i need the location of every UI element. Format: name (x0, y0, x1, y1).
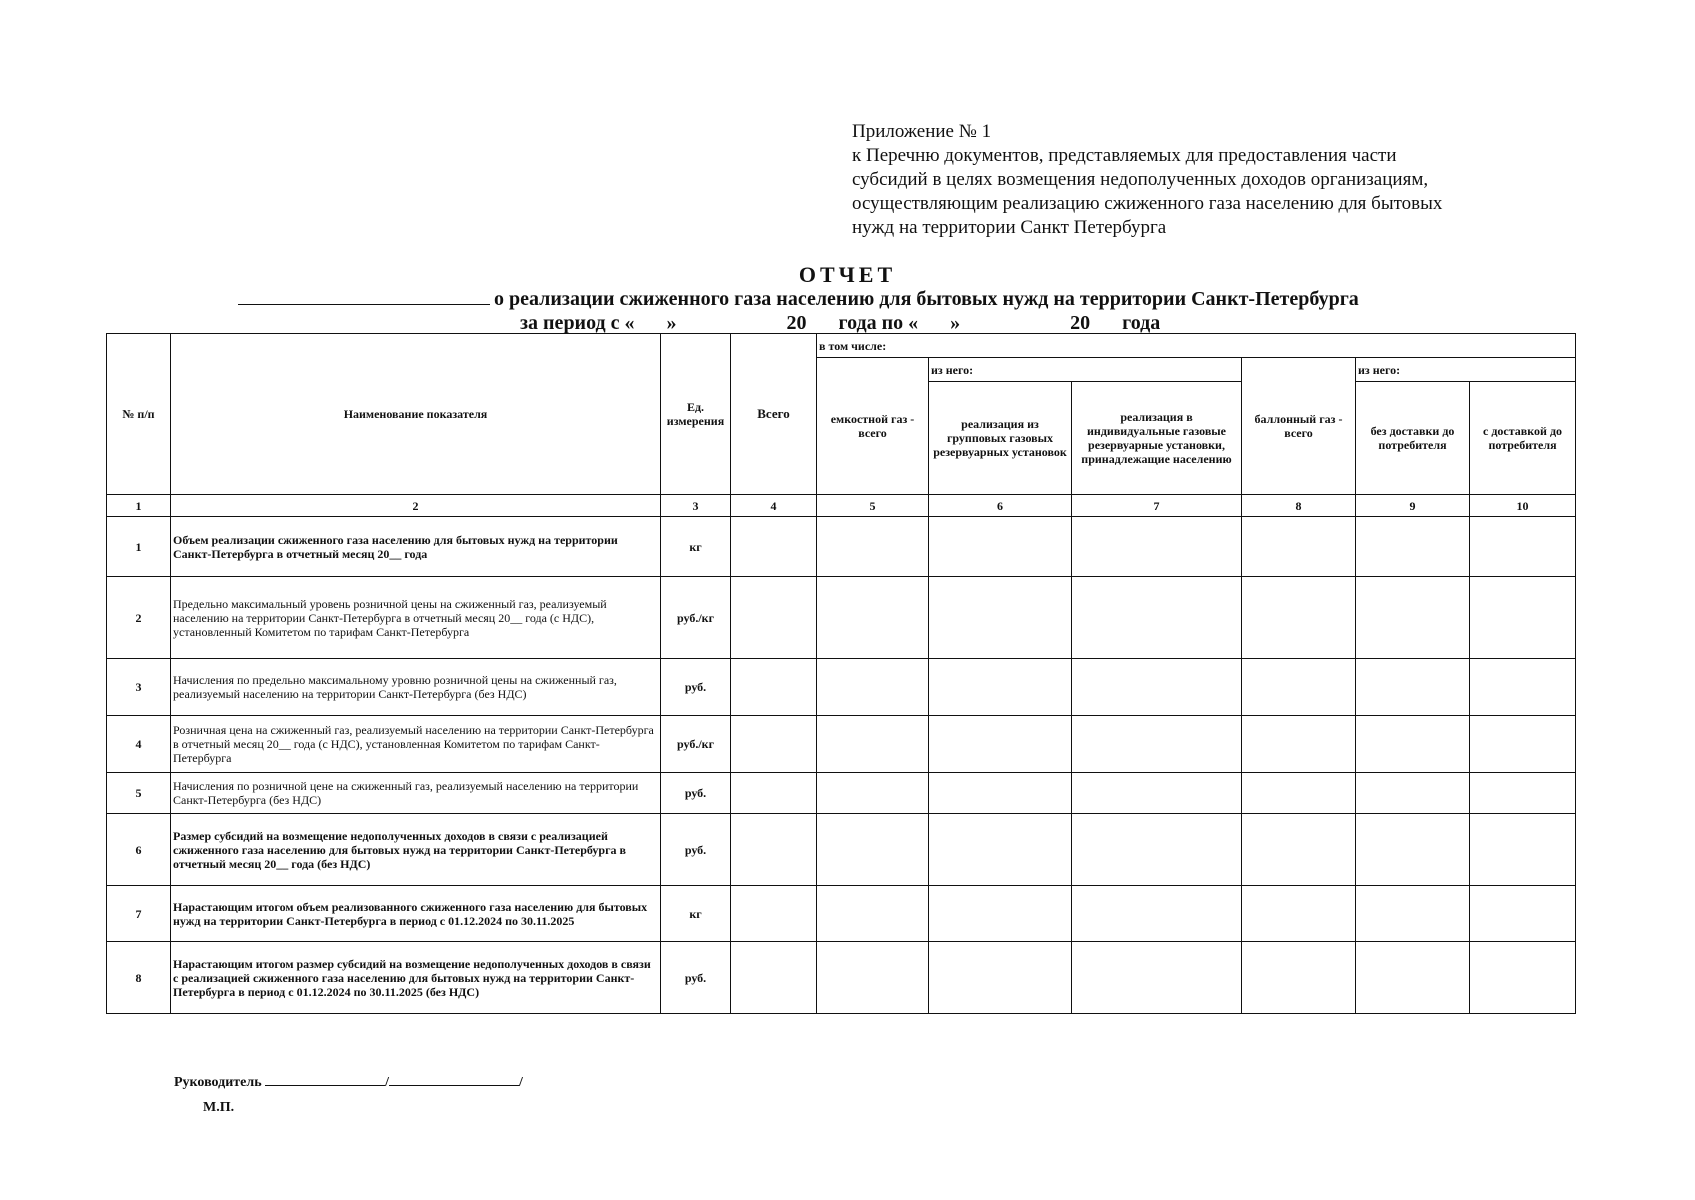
value-cell-col-4[interactable] (731, 773, 817, 814)
signature-separator: / (519, 1075, 523, 1090)
value-cell-col-6[interactable] (929, 814, 1072, 886)
indicator-unit: руб./кг (661, 577, 731, 659)
value-cell-col-4[interactable] (731, 659, 817, 716)
row-number: 6 (107, 814, 171, 886)
row-number: 7 (107, 886, 171, 942)
indicator-name: Предельно максимальный уровень розничной цены на сжиженный газ, реализуемый населению на территории Санкт-Петербурга в отчетный месяц 20__ года (с НДС), установленный Комитетом по тарифам Санкт-Петербурга (171, 577, 661, 659)
table-row (107, 716, 1576, 773)
value-cell-col-9[interactable] (1356, 942, 1470, 1014)
value-cell-col-6[interactable] (929, 716, 1072, 773)
value-cell-col-7[interactable] (1072, 886, 1242, 942)
table-row (107, 577, 1576, 659)
head-label: Руководитель (174, 1075, 262, 1090)
value-cell-col-7[interactable] (1072, 577, 1242, 659)
appendix-line: Приложение № 1 (852, 121, 992, 142)
value-cell-col-8[interactable] (1242, 716, 1356, 773)
appendix-line: осуществляющим реализацию сжиженного газа населению для бытовых (852, 193, 1443, 214)
indicator-name: Нарастающим итогом объем реализованного сжиженного газа населению для бытовых нужд на территории Санкт-Петербурга в период с 01.12.2024 по 30.11.2025 (171, 886, 661, 942)
appendix-header (852, 120, 1572, 240)
col-number: 9 (1356, 495, 1470, 517)
value-cell-col-9[interactable] (1356, 716, 1470, 773)
indicator-unit: руб. (661, 773, 731, 814)
col-number: 2 (171, 495, 661, 517)
value-cell-col-6[interactable] (929, 577, 1072, 659)
indicator-unit: руб./кг (661, 716, 731, 773)
header-c7: реализация в индивидуальные газовые резервуарные установки, принадлежащие населению (1072, 382, 1242, 495)
value-cell-col-10[interactable] (1470, 886, 1576, 942)
value-cell-col-7[interactable] (1072, 773, 1242, 814)
report-table (106, 333, 1576, 1014)
period-close-quote-1: » (666, 312, 677, 334)
indicator-name: Розничная цена на сжиженный газ, реализуемый населению на территории Санкт-Петербурга в отчетный месяц 20__ года (с НДС), установленная Комитетом по тарифам Санкт-Петербурга (171, 716, 661, 773)
value-cell-col-6[interactable] (929, 517, 1072, 577)
value-cell-col-9[interactable] (1356, 814, 1470, 886)
header-c8: баллонный газ - всего (1242, 358, 1356, 495)
value-cell-col-5[interactable] (817, 659, 929, 716)
appendix-line: к Перечню документов, представляемых для предоставления части (852, 145, 1397, 166)
value-cell-col-9[interactable] (1356, 517, 1470, 577)
value-cell-col-4[interactable] (731, 814, 817, 886)
value-cell-col-10[interactable] (1470, 716, 1576, 773)
table-row (107, 814, 1576, 886)
value-cell-col-10[interactable] (1470, 659, 1576, 716)
indicator-unit: кг (661, 517, 731, 577)
value-cell-col-8[interactable] (1242, 773, 1356, 814)
report-period (520, 312, 1160, 335)
row-number: 5 (107, 773, 171, 814)
col-number: 5 (817, 495, 929, 517)
value-cell-col-5[interactable] (817, 716, 929, 773)
indicator-name: Объем реализации сжиженного газа населению для бытовых нужд на территории Санкт-Петербурга в отчетный месяц 20__ года (171, 517, 661, 577)
value-cell-col-9[interactable] (1356, 577, 1470, 659)
period-close-quote-2: » (950, 312, 961, 334)
col-number: 1 (107, 495, 171, 517)
appendix-line: субсидий в целях возмещения недополученных доходов организациям, (852, 169, 1429, 190)
value-cell-col-10[interactable] (1470, 577, 1576, 659)
value-cell-col-9[interactable] (1356, 659, 1470, 716)
value-cell-col-7[interactable] (1072, 659, 1242, 716)
value-cell-col-4[interactable] (731, 716, 817, 773)
value-cell-col-5[interactable] (817, 517, 929, 577)
col-number: 6 (929, 495, 1072, 517)
value-cell-col-5[interactable] (817, 577, 929, 659)
header-num: № п/п (107, 334, 171, 495)
value-cell-col-4[interactable] (731, 942, 817, 1014)
report-subtitle: о реализации сжиженного газа населению для бытовых нужд на территории Санкт-Петербурга (494, 288, 1359, 310)
value-cell-col-10[interactable] (1470, 942, 1576, 1014)
value-cell-col-6[interactable] (929, 942, 1072, 1014)
value-cell-col-6[interactable] (929, 773, 1072, 814)
indicator-name: Начисления по предельно максимальному уровню розничной цены на сжиженный газ, реализуемый населению на территории Санкт-Петербурга (без НДС) (171, 659, 661, 716)
report-body (107, 517, 1576, 1014)
indicator-name: Начисления по розничной цене на сжиженный газ, реализуемый населению на территории Санкт-Петербурга (без НДС) (171, 773, 661, 814)
value-cell-col-5[interactable] (817, 773, 929, 814)
header-of-which-2: из него: (1356, 358, 1576, 382)
header-name: Наименование показателя (171, 334, 661, 495)
value-cell-col-4[interactable] (731, 517, 817, 577)
table-row (107, 942, 1576, 1014)
value-cell-col-9[interactable] (1356, 886, 1470, 942)
value-cell-col-7[interactable] (1072, 814, 1242, 886)
indicator-name: Размер субсидий на возмещение недополученных доходов в связи с реализацией сжиженного газа населению для бытовых нужд на территории Санкт-Петербурга в отчетный месяц 20__ года (без НДС) (171, 814, 661, 886)
col-number: 8 (1242, 495, 1356, 517)
value-cell-col-5[interactable] (817, 886, 929, 942)
value-cell-col-10[interactable] (1470, 814, 1576, 886)
table-row (107, 517, 1576, 577)
header-c6: реализация из групповых газовых резервуарных установок (929, 382, 1072, 495)
row-number: 4 (107, 716, 171, 773)
value-cell-col-7[interactable] (1072, 716, 1242, 773)
header-including: в том числе: (817, 334, 1576, 358)
period-from-label: за период с « (520, 312, 635, 334)
row-number: 2 (107, 577, 171, 659)
period-to-label: года по « (838, 312, 919, 334)
value-cell-col-8[interactable] (1242, 577, 1356, 659)
period-end-label: года (1122, 312, 1161, 334)
indicator-unit: руб. (661, 814, 731, 886)
indicator-name: Нарастающим итогом размер субсидий на возмещение недополученных доходов в связи с реализацией сжиженного газа населению для бытовых нужд на территории Санкт-Петербурга в период с 01.12.2024 по 30.11.2025 (без НДС) (171, 942, 661, 1014)
value-cell-col-8[interactable] (1242, 942, 1356, 1014)
table-row (107, 886, 1576, 942)
value-cell-col-10[interactable] (1470, 517, 1576, 577)
value-cell-col-5[interactable] (817, 814, 929, 886)
stamp-place: М.П. (203, 1100, 235, 1115)
header-unit: Ед. измерения (661, 334, 731, 495)
report-subtitle-line (238, 286, 1538, 311)
table-row (107, 659, 1576, 716)
appendix-line: нужд на территории Санкт Петербурга (852, 217, 1167, 238)
signature-separator: / (385, 1075, 390, 1090)
value-cell-col-4[interactable] (731, 886, 817, 942)
value-cell-col-7[interactable] (1072, 942, 1242, 1014)
indicator-unit: кг (661, 886, 731, 942)
value-cell-col-8[interactable] (1242, 886, 1356, 942)
col-number: 4 (731, 495, 817, 517)
row-number: 8 (107, 942, 171, 1014)
value-cell-col-9[interactable] (1356, 773, 1470, 814)
header-c5: емкостной газ - всего (817, 358, 929, 495)
header-c9: без доставки до потребителя (1356, 382, 1470, 495)
row-number: 3 (107, 659, 171, 716)
value-cell-col-7[interactable] (1072, 517, 1242, 577)
value-cell-col-8[interactable] (1242, 659, 1356, 716)
header-of-which-1: из него: (929, 358, 1242, 382)
header-total: Всего (731, 334, 817, 495)
col-number: 3 (661, 495, 731, 517)
value-cell-col-8[interactable] (1242, 517, 1356, 577)
signature-blank[interactable] (265, 1072, 385, 1086)
organization-name-blank[interactable] (238, 286, 490, 305)
value-cell-col-4[interactable] (731, 577, 817, 659)
col-number: 10 (1470, 495, 1576, 517)
row-number: 1 (107, 517, 171, 577)
value-cell-col-10[interactable] (1470, 773, 1576, 814)
report-title: ОТЧЕТ (798, 262, 897, 287)
value-cell-col-6[interactable] (929, 886, 1072, 942)
col-number: 7 (1072, 495, 1242, 517)
name-blank[interactable] (389, 1072, 519, 1086)
indicator-unit: руб. (661, 659, 731, 716)
signature-line (174, 1072, 523, 1091)
period-year-label-2: 20 (1070, 312, 1091, 334)
value-cell-col-5[interactable] (817, 942, 929, 1014)
indicator-unit: руб. (661, 942, 731, 1014)
header-c10: с доставкой до потребителя (1470, 382, 1576, 495)
period-year-label-1: 20 (786, 312, 807, 334)
value-cell-col-6[interactable] (929, 659, 1072, 716)
table-row (107, 773, 1576, 814)
value-cell-col-8[interactable] (1242, 814, 1356, 886)
